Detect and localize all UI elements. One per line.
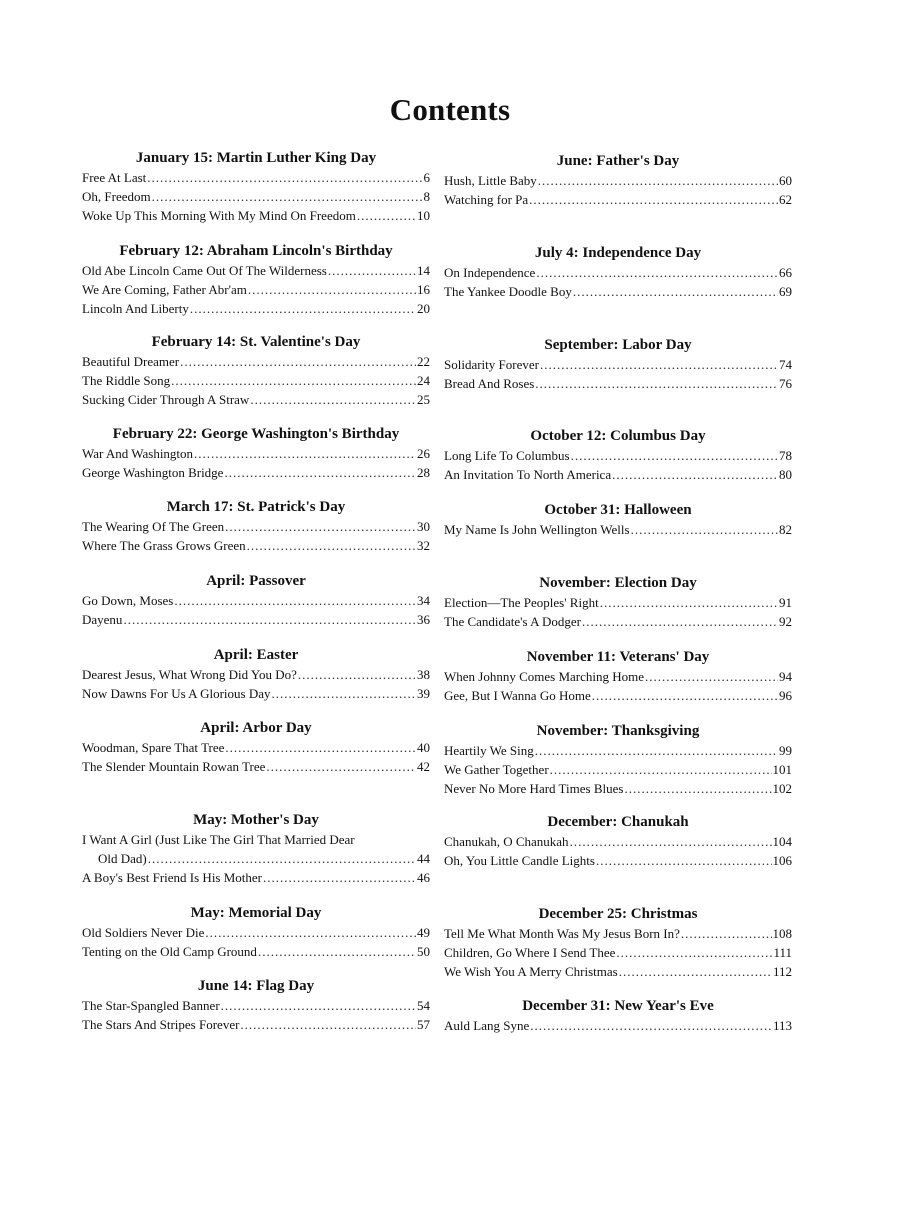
- section-heading: January 15: Martin Luther King Day: [135, 150, 377, 166]
- toc-entry[interactable]: [82, 591, 430, 610]
- entry-page-number: 44: [417, 851, 430, 866]
- toc-entry[interactable]: [444, 924, 792, 943]
- section-heading: April: Arbor Day: [200, 720, 312, 736]
- toc-entry[interactable]: [444, 851, 792, 870]
- entry-page-number: 80: [779, 467, 792, 482]
- entry-title: Gee, But I Wanna Go Home: [444, 688, 591, 703]
- dot-leader: [224, 463, 416, 482]
- dot-leader: [600, 593, 778, 612]
- toc-entry[interactable]: [82, 1015, 430, 1034]
- toc-entry-line: [82, 830, 430, 849]
- entry-title: Old Abe Lincoln Came Out Of The Wilderness: [82, 263, 327, 278]
- section-heading: April: Easter: [213, 647, 299, 663]
- entry-title: Now Dawns For Us A Glorious Day: [82, 686, 271, 701]
- dot-leader: [174, 591, 416, 610]
- dot-leader: [535, 374, 778, 393]
- entry-page-number: 8: [423, 189, 430, 204]
- dot-leader: [247, 536, 416, 555]
- entry-page-number: 49: [417, 925, 430, 940]
- entry-title: The Stars And Stripes Forever: [82, 1017, 240, 1032]
- entry-title: A Boy's Best Friend Is His Mother: [82, 870, 263, 885]
- entry-title: Tell Me What Month Was My Jesus Born In?: [444, 926, 680, 941]
- entry-page-number: 16: [417, 282, 430, 297]
- dot-leader: [596, 851, 772, 870]
- section-heading: November: Thanksgiving: [536, 723, 700, 739]
- entry-title: Free At Last: [82, 170, 147, 185]
- toc-entry[interactable]: [82, 868, 430, 887]
- entry-title: Oh, You Little Candle Lights: [444, 853, 595, 868]
- entry-page-number: 24: [417, 373, 430, 388]
- dot-leader: [529, 190, 778, 209]
- entry-page-number: 40: [417, 740, 430, 755]
- entry-title: Sucking Cider Through A Straw: [82, 392, 250, 407]
- toc-section: [82, 810, 430, 887]
- entry-page-number: 57: [417, 1017, 430, 1032]
- toc-entry[interactable]: [82, 610, 430, 629]
- toc-entry[interactable]: [82, 352, 430, 371]
- dot-leader: [171, 371, 416, 390]
- toc-section: [82, 976, 430, 1034]
- toc-entry[interactable]: [82, 849, 430, 868]
- entry-page-number: 30: [417, 519, 430, 534]
- toc-entry[interactable]: [444, 667, 792, 686]
- toc-section: [82, 645, 430, 703]
- section-heading: December 25: Christmas: [538, 906, 698, 922]
- dot-leader: [550, 760, 772, 779]
- toc-entry[interactable]: [444, 446, 792, 465]
- entry-title: Oh, Freedom: [82, 189, 151, 204]
- section-heading: June: Father's Day: [556, 153, 680, 169]
- dot-leader: [225, 517, 416, 536]
- dot-leader: [570, 832, 772, 851]
- entry-title: Dayenu: [82, 612, 123, 627]
- dot-leader: [540, 355, 778, 374]
- dot-leader: [240, 1015, 416, 1034]
- toc-entry[interactable]: [444, 282, 792, 301]
- dot-leader: [248, 280, 416, 299]
- entry-page-number: 50: [417, 944, 430, 959]
- toc-entry[interactable]: [82, 371, 430, 390]
- entry-page-number: 111: [773, 945, 792, 960]
- toc-entry[interactable]: [82, 738, 430, 757]
- entry-title: George Washington Bridge: [82, 465, 224, 480]
- dot-leader: [272, 684, 417, 703]
- toc-section: [82, 571, 430, 629]
- dot-leader: [147, 168, 422, 187]
- entry-title: Hush, Little Baby: [444, 173, 537, 188]
- section-heading: November: Election Day: [539, 575, 697, 591]
- dot-leader: [631, 520, 778, 539]
- toc-entry[interactable]: [444, 263, 792, 282]
- entry-page-number: 38: [417, 667, 430, 682]
- entry-title: Woodman, Spare That Tree: [82, 740, 225, 755]
- entry-title: The Riddle Song: [82, 373, 171, 388]
- dot-leader: [571, 446, 778, 465]
- entry-title: Heartily We Sing: [444, 743, 534, 758]
- entry-page-number: 22: [417, 354, 430, 369]
- entry-title: We Gather Together: [444, 762, 549, 777]
- entry-page-number: 74: [779, 357, 792, 372]
- entry-page-number: 66: [779, 265, 792, 280]
- dot-leader: [536, 263, 778, 282]
- toc-section: [82, 241, 430, 318]
- toc-entry[interactable]: [444, 760, 792, 779]
- toc-entry[interactable]: [444, 612, 792, 631]
- dot-leader: [530, 1016, 772, 1035]
- toc-entry[interactable]: [444, 520, 792, 539]
- page-title: Contents: [389, 92, 511, 127]
- entry-page-number: 42: [417, 759, 430, 774]
- toc-entry[interactable]: [444, 355, 792, 374]
- entry-page-number: 91: [779, 595, 792, 610]
- entry-title: Old Soldiers Never Die: [82, 925, 205, 940]
- toc-entry[interactable]: [444, 832, 792, 851]
- dot-leader: [573, 282, 778, 301]
- entry-page-number: 62: [779, 192, 792, 207]
- dot-leader: [148, 849, 416, 868]
- dot-leader: [266, 757, 416, 776]
- dot-leader: [619, 962, 772, 981]
- entry-page-number: 101: [772, 762, 792, 777]
- entry-page-number: 104: [772, 834, 792, 849]
- entry-page-number: 46: [417, 870, 430, 885]
- toc-section: [82, 424, 430, 482]
- toc-section: [82, 718, 430, 776]
- toc-section: [444, 151, 792, 209]
- entry-title: Lincoln And Liberty: [82, 301, 189, 316]
- dot-leader: [194, 444, 416, 463]
- entry-title: Long Life To Columbus: [444, 448, 570, 463]
- toc-section: [444, 812, 792, 870]
- toc-entry[interactable]: [82, 168, 430, 187]
- entry-title: The Slender Mountain Rowan Tree: [82, 759, 266, 774]
- toc-entry[interactable]: [82, 757, 430, 776]
- toc-entry[interactable]: [82, 299, 430, 318]
- dot-leader: [225, 738, 416, 757]
- dot-leader: [152, 187, 423, 206]
- section-heading: May: Mother's Day: [193, 812, 319, 828]
- toc-entry[interactable]: [444, 190, 792, 209]
- entry-page-number: 112: [772, 964, 792, 979]
- entry-title: We Are Coming, Father Abr'am: [82, 282, 247, 297]
- toc-entry[interactable]: [444, 465, 792, 484]
- dot-leader: [250, 390, 416, 409]
- section-heading: November 11: Veterans' Day: [526, 649, 710, 665]
- toc-section: [444, 647, 792, 705]
- entry-title: Where The Grass Grows Green: [82, 538, 246, 553]
- entry-title: Dearest Jesus, What Wrong Did You Do?: [82, 667, 297, 682]
- toc-entry[interactable]: [82, 187, 430, 206]
- toc-section: [444, 335, 792, 393]
- entry-page-number: 28: [417, 465, 430, 480]
- toc-entry[interactable]: [444, 962, 792, 981]
- dot-leader: [538, 171, 778, 190]
- section-heading: October 31: Halloween: [544, 502, 692, 518]
- toc-entry[interactable]: [82, 390, 430, 409]
- toc-section: [444, 721, 792, 798]
- dot-leader: [616, 943, 772, 962]
- section-heading: March 17: St. Patrick's Day: [166, 499, 346, 515]
- toc-entry[interactable]: [82, 463, 430, 482]
- dot-leader: [205, 923, 416, 942]
- section-heading: December: Chanukah: [547, 814, 689, 830]
- toc-entry[interactable]: [82, 206, 430, 225]
- toc-entry[interactable]: [82, 923, 430, 942]
- section-heading: September: Labor Day: [544, 337, 692, 353]
- dot-leader: [221, 996, 416, 1015]
- entry-page-number: 60: [779, 173, 792, 188]
- entry-title: Auld Lang Syne: [444, 1018, 530, 1033]
- toc-section: [82, 497, 430, 555]
- entry-page-number: 25: [417, 392, 430, 407]
- entry-title: Woke Up This Morning With My Mind On Freedom: [82, 208, 356, 223]
- section-heading: February 22: George Washington's Birthday: [112, 426, 400, 442]
- toc-entry[interactable]: [82, 261, 430, 280]
- section-heading: December 31: New Year's Eve: [522, 998, 714, 1014]
- toc-entry[interactable]: [444, 686, 792, 705]
- entry-page-number: 106: [772, 853, 792, 868]
- dot-leader: [681, 924, 772, 943]
- toc-section: [82, 903, 430, 961]
- dot-leader: [535, 741, 778, 760]
- entry-title: Children, Go Where I Send Thee: [444, 945, 616, 960]
- toc-entry[interactable]: [82, 444, 430, 463]
- entry-page-number: 96: [779, 688, 792, 703]
- section-heading: June 14: Flag Day: [197, 978, 315, 994]
- section-heading: April: Passover: [206, 573, 306, 589]
- entry-title: War And Washington: [82, 446, 194, 461]
- toc-entry[interactable]: [444, 779, 792, 798]
- entry-title: Tenting on the Old Camp Ground: [82, 944, 257, 959]
- dot-leader: [258, 942, 416, 961]
- entry-title: I Want A Girl (Just Like The Girl That Married Dear: [82, 832, 355, 847]
- entry-page-number: 92: [779, 614, 792, 629]
- entry-page-number: 78: [779, 448, 792, 463]
- toc-section: [444, 996, 792, 1035]
- toc-entry[interactable]: [82, 280, 430, 299]
- entry-title: Old Dad): [98, 851, 147, 866]
- section-heading: October 12: Columbus Day: [530, 428, 706, 444]
- dot-leader: [328, 261, 416, 280]
- entry-title: The Yankee Doodle Boy: [444, 284, 572, 299]
- dot-leader: [612, 465, 778, 484]
- entry-page-number: 39: [417, 686, 430, 701]
- toc-section: [444, 500, 792, 539]
- toc-entry[interactable]: [82, 684, 430, 703]
- toc-entry[interactable]: [82, 665, 430, 684]
- section-heading: July 4: Independence Day: [534, 245, 702, 261]
- entry-title: The Candidate's A Dodger: [444, 614, 582, 629]
- entry-page-number: 26: [417, 446, 430, 461]
- entry-title: My Name Is John Wellington Wells: [444, 522, 630, 537]
- toc-section: [444, 426, 792, 484]
- toc-entry[interactable]: [82, 996, 430, 1015]
- dot-leader: [123, 610, 416, 629]
- entry-page-number: 10: [417, 208, 430, 223]
- entry-title: We Wish You A Merry Christmas: [444, 964, 618, 979]
- toc-entry[interactable]: [82, 536, 430, 555]
- entry-page-number: 99: [779, 743, 792, 758]
- entry-title: Solidarity Forever: [444, 357, 539, 372]
- toc-entry[interactable]: [82, 517, 430, 536]
- dot-leader: [582, 612, 778, 631]
- entry-title: When Johnny Comes Marching Home: [444, 669, 645, 684]
- entry-page-number: 32: [417, 538, 430, 553]
- toc-entry[interactable]: [444, 171, 792, 190]
- section-heading: May: Memorial Day: [190, 905, 322, 921]
- entry-page-number: 82: [779, 522, 792, 537]
- entry-page-number: 113: [772, 1018, 792, 1033]
- section-heading: February 14: St. Valentine's Day: [151, 334, 361, 350]
- toc-entry[interactable]: [82, 942, 430, 961]
- entry-page-number: 14: [417, 263, 430, 278]
- entry-page-number: 69: [779, 284, 792, 299]
- entry-page-number: 102: [772, 781, 792, 796]
- dot-leader: [190, 299, 416, 318]
- entry-page-number: 20: [417, 301, 430, 316]
- dot-leader: [357, 206, 416, 225]
- toc-section: [444, 243, 792, 301]
- toc-section: [444, 573, 792, 631]
- entry-title: An Invitation To North America: [444, 467, 612, 482]
- entry-title: Never No More Hard Times Blues: [444, 781, 624, 796]
- entry-title: Beautiful Dreamer: [82, 354, 180, 369]
- entry-page-number: 94: [779, 669, 792, 684]
- section-heading: February 12: Abraham Lincoln's Birthday: [119, 243, 393, 259]
- entry-page-number: 108: [772, 926, 792, 941]
- entry-title: Go Down, Moses: [82, 593, 174, 608]
- dot-leader: [298, 665, 416, 684]
- entry-title: The Star-Spangled Banner: [82, 998, 220, 1013]
- toc-section: [82, 148, 430, 225]
- entry-page-number: 6: [423, 170, 430, 185]
- entry-title: The Wearing Of The Green: [82, 519, 225, 534]
- entry-title: On Independence: [444, 265, 536, 280]
- entry-title: Bread And Roses: [444, 376, 535, 391]
- entry-page-number: 54: [417, 998, 430, 1013]
- dot-leader: [180, 352, 416, 371]
- entry-title: Chanukah, O Chanukah: [444, 834, 569, 849]
- toc-entry[interactable]: [444, 593, 792, 612]
- dot-leader: [592, 686, 778, 705]
- dot-leader: [645, 667, 778, 686]
- toc-entry[interactable]: [444, 943, 792, 962]
- toc-section: [444, 904, 792, 981]
- entry-page-number: 34: [417, 593, 430, 608]
- entry-title: Watching for Pa: [444, 192, 529, 207]
- toc-entry[interactable]: [444, 741, 792, 760]
- dot-leader: [263, 868, 416, 887]
- toc-entry[interactable]: [444, 374, 792, 393]
- toc-entry[interactable]: [444, 1016, 792, 1035]
- dot-leader: [624, 779, 771, 798]
- entry-title: Election—The Peoples' Right: [444, 595, 599, 610]
- toc-section: [82, 332, 430, 409]
- entry-page-number: 76: [779, 376, 792, 391]
- entry-page-number: 36: [417, 612, 430, 627]
